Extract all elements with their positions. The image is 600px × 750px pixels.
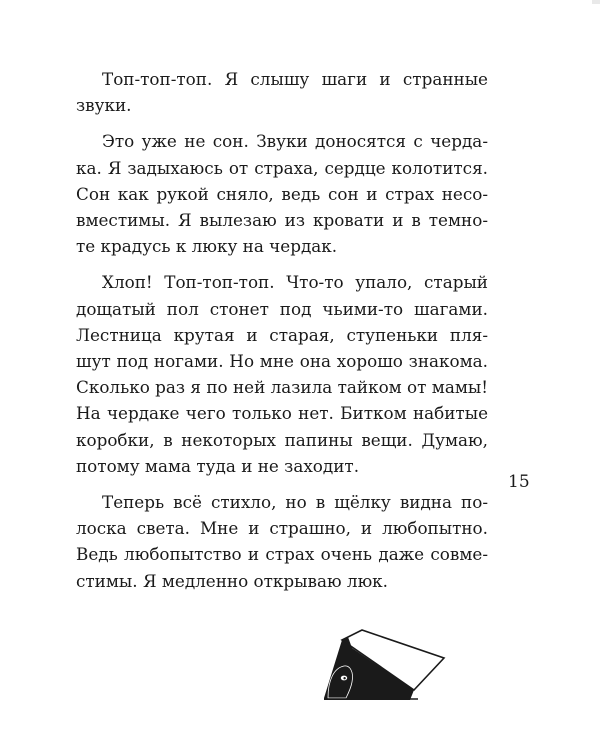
text-line: те крадусь к люку на чердак. <box>76 236 338 257</box>
text-line: стимы. Я медленно открываю люк. <box>76 570 389 591</box>
paragraph-3 <box>76 269 488 479</box>
text-line: Лестница крутая и старая, ступеньки пля- <box>76 324 488 345</box>
paragraph-1 <box>76 66 488 118</box>
edge-mark <box>586 0 600 10</box>
text-line: коробки, в некоторых папины вещи. Думаю, <box>76 429 488 450</box>
text-line: Топ-топ-топ. Я слышу шаги и странные <box>102 69 488 89</box>
story-text <box>76 66 488 604</box>
attic-hatch-opening-illustration-icon <box>322 628 446 700</box>
text-line: Теперь всё стихло, но в щёлку видна по- <box>102 492 488 513</box>
paragraph-4 <box>76 489 488 594</box>
text-line: лоска света. Мне и страшно, и любопытно. <box>76 518 488 539</box>
page-number: 15 <box>508 472 530 492</box>
text-line: звуки. <box>76 95 132 116</box>
text-line: Хлоп! Топ-топ-топ. Что-то упало, старый <box>102 272 488 293</box>
paragraph-2 <box>76 128 488 259</box>
text-line: потому мама туда и не заходит. <box>76 455 360 476</box>
text-line: На чердаке чего только нет. Битком набитые <box>76 403 488 424</box>
text-line: Сон как рукой сняло, ведь сон и страх несо- <box>76 183 488 204</box>
text-line: шут под ногами. Но мне она хорошо знакома. <box>76 351 488 372</box>
text-line: Это уже не сон. Звуки доносятся с черда- <box>102 131 488 152</box>
text-line: вместимы. Я вылезаю из кровати и в темно- <box>76 210 488 231</box>
text-line: Сколько раз я по ней лазила тайком от мамы! <box>76 377 488 398</box>
text-line: дощатый пол стонет под чьими-то шагами. <box>76 298 488 319</box>
text-line: ка. Я задыхаюсь от страха, сердце колотится. <box>76 157 488 178</box>
text-line: Ведь любопытство и страх очень даже совме- <box>76 544 488 565</box>
